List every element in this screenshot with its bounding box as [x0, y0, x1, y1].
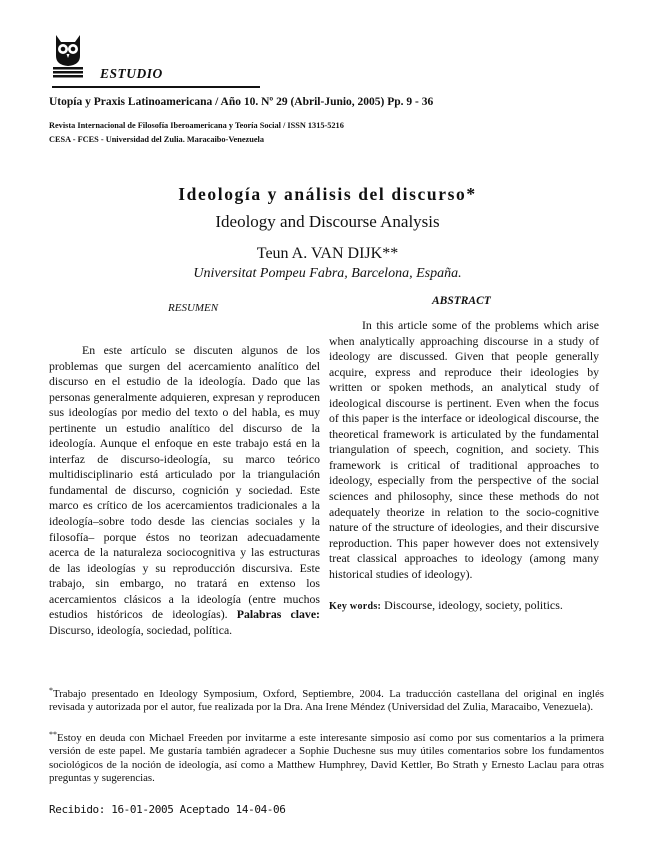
abstract-keywords-text: Discourse, ideology, society, politics. — [384, 598, 563, 612]
owl-logo-icon — [50, 32, 86, 78]
article-title-english: Ideology and Discourse Analysis — [215, 212, 440, 231]
footnote — [49, 728, 604, 785]
author-affiliation: Universitat Pompeu Fabra, Barcelona, España. — [193, 266, 462, 281]
resumen-keywords-label: Palabras clave: — [236, 607, 320, 622]
journal-info — [49, 119, 344, 147]
footnote-mark: ** — [49, 730, 57, 739]
abstract-keywords-label: Key words: — [329, 601, 382, 612]
abstract-keywords — [329, 598, 604, 613]
resumen-heading: RESUMEN — [168, 302, 219, 314]
resumen-column — [49, 343, 320, 638]
journal-info-line-2: CESA - FCES - Universidad del Zulia. Maracaibo-Venezuela — [49, 135, 264, 144]
journal-citation: Utopía y Praxis Latinoamericana / Año 10. Nº 29 (Abril-Junio, 2005) Pp. 9 - 36 — [49, 96, 434, 108]
footnote-mark: * — [49, 686, 53, 695]
abstract-column — [329, 318, 599, 582]
author-name: Teun A. VAN DIJK** — [256, 245, 399, 262]
journal-info-line-1: Revista Internacional de Filosofía Iberoamericana y Teoría Social / ISSN 1315-5216 — [49, 121, 344, 130]
abstract-paragraph: In this article some of the problems which arise when analytically approaching discourse in a study of ideology are discussed. Given that people generally acquire, express and reproduce their ideologies by written or spoken methods, an analytical study of ideological discourse is pertinent. Even when the focus of this paper is the interface or ideological discourse, the theoretical framework is articulated by the fundamental triangulation of speech, cognition, and society. This framework is critical of traditional approaches to ideology, especially from the perspective of the social sciences and philosophy, since these methods do not adequately theorize in relation to the socio-cognitive nature of the structure of ideologies, and their discursive reproduction. This paper however does not extensively treat classical approaches to ideology (among many historical studies of ideology). — [329, 318, 599, 581]
resumen-text: En este artículo se discuten algunos de los problemas que surgen del acercamiento analítico del discurso en el estudio de la ideología. Dado que las personas generalmente adquieren, expresan y reproducen sus ideologías por medio del texto o del habla, es muy pertinente un estudio analítico del discurso de la ideología. Aunque el enfoque en este trabajo está en la interfaz de discurso-ideología, su marco teórico multidisciplinario está articulado por la triangulación fundamental de discurso, cognición y sociedad. Este marco es crítico de los acercamientos tradicionales a la ideología–sobre todo desde las ciencias sociales y la filosofía– porque éstos no teorizan adecuadamente acerca de la naturaleza sociocognitiva y las estructuras de las ideologías y su reproducción discursiva. Este trabajo, sin embargo, no tratará en extenso los acercamientos clásicos a la ideología (entre muchos estudios históricos de ideologías). — [49, 343, 320, 622]
resumen-keywords: Discurso, ideología, sociedad, política. — [49, 622, 233, 637]
footnote-text: Estoy en deuda con Michael Freeden por invitarme a este interesante simposio así como por sus comentarios a la primera versión de este papel. Me gustaría también agradecer a Sophie Duchesne sus muy útiles comentarios sobre los fundamentos sociológicos de la noción de ideología, así como a Matthew Humphrey, David Kettler, Bo Strath y Ernesto Laclau para otras preguntas y sugerencias. — [49, 732, 604, 784]
footnote-text: Trabajo presentado en Ideology Symposium, Oxford, Septiembre, 2004. La traducción castellana del original en inglés revisada y autorizada por el autor, fue realizada por la Dra. Ana Irene Méndez (Universidad del Zulia, Maracaibo, Venezuela). — [49, 688, 604, 714]
footnote — [49, 684, 604, 715]
abstract-heading: ABSTRACT — [432, 295, 491, 307]
header-divider — [52, 86, 260, 88]
received-accepted-dates: Recibido: 16-01-2005 Aceptado 14-04-06 — [49, 803, 286, 816]
section-label: ESTUDIO — [100, 66, 163, 81]
resumen-paragraph — [49, 343, 320, 638]
article-title-spanish: Ideología y análisis del discurso* — [178, 184, 477, 204]
